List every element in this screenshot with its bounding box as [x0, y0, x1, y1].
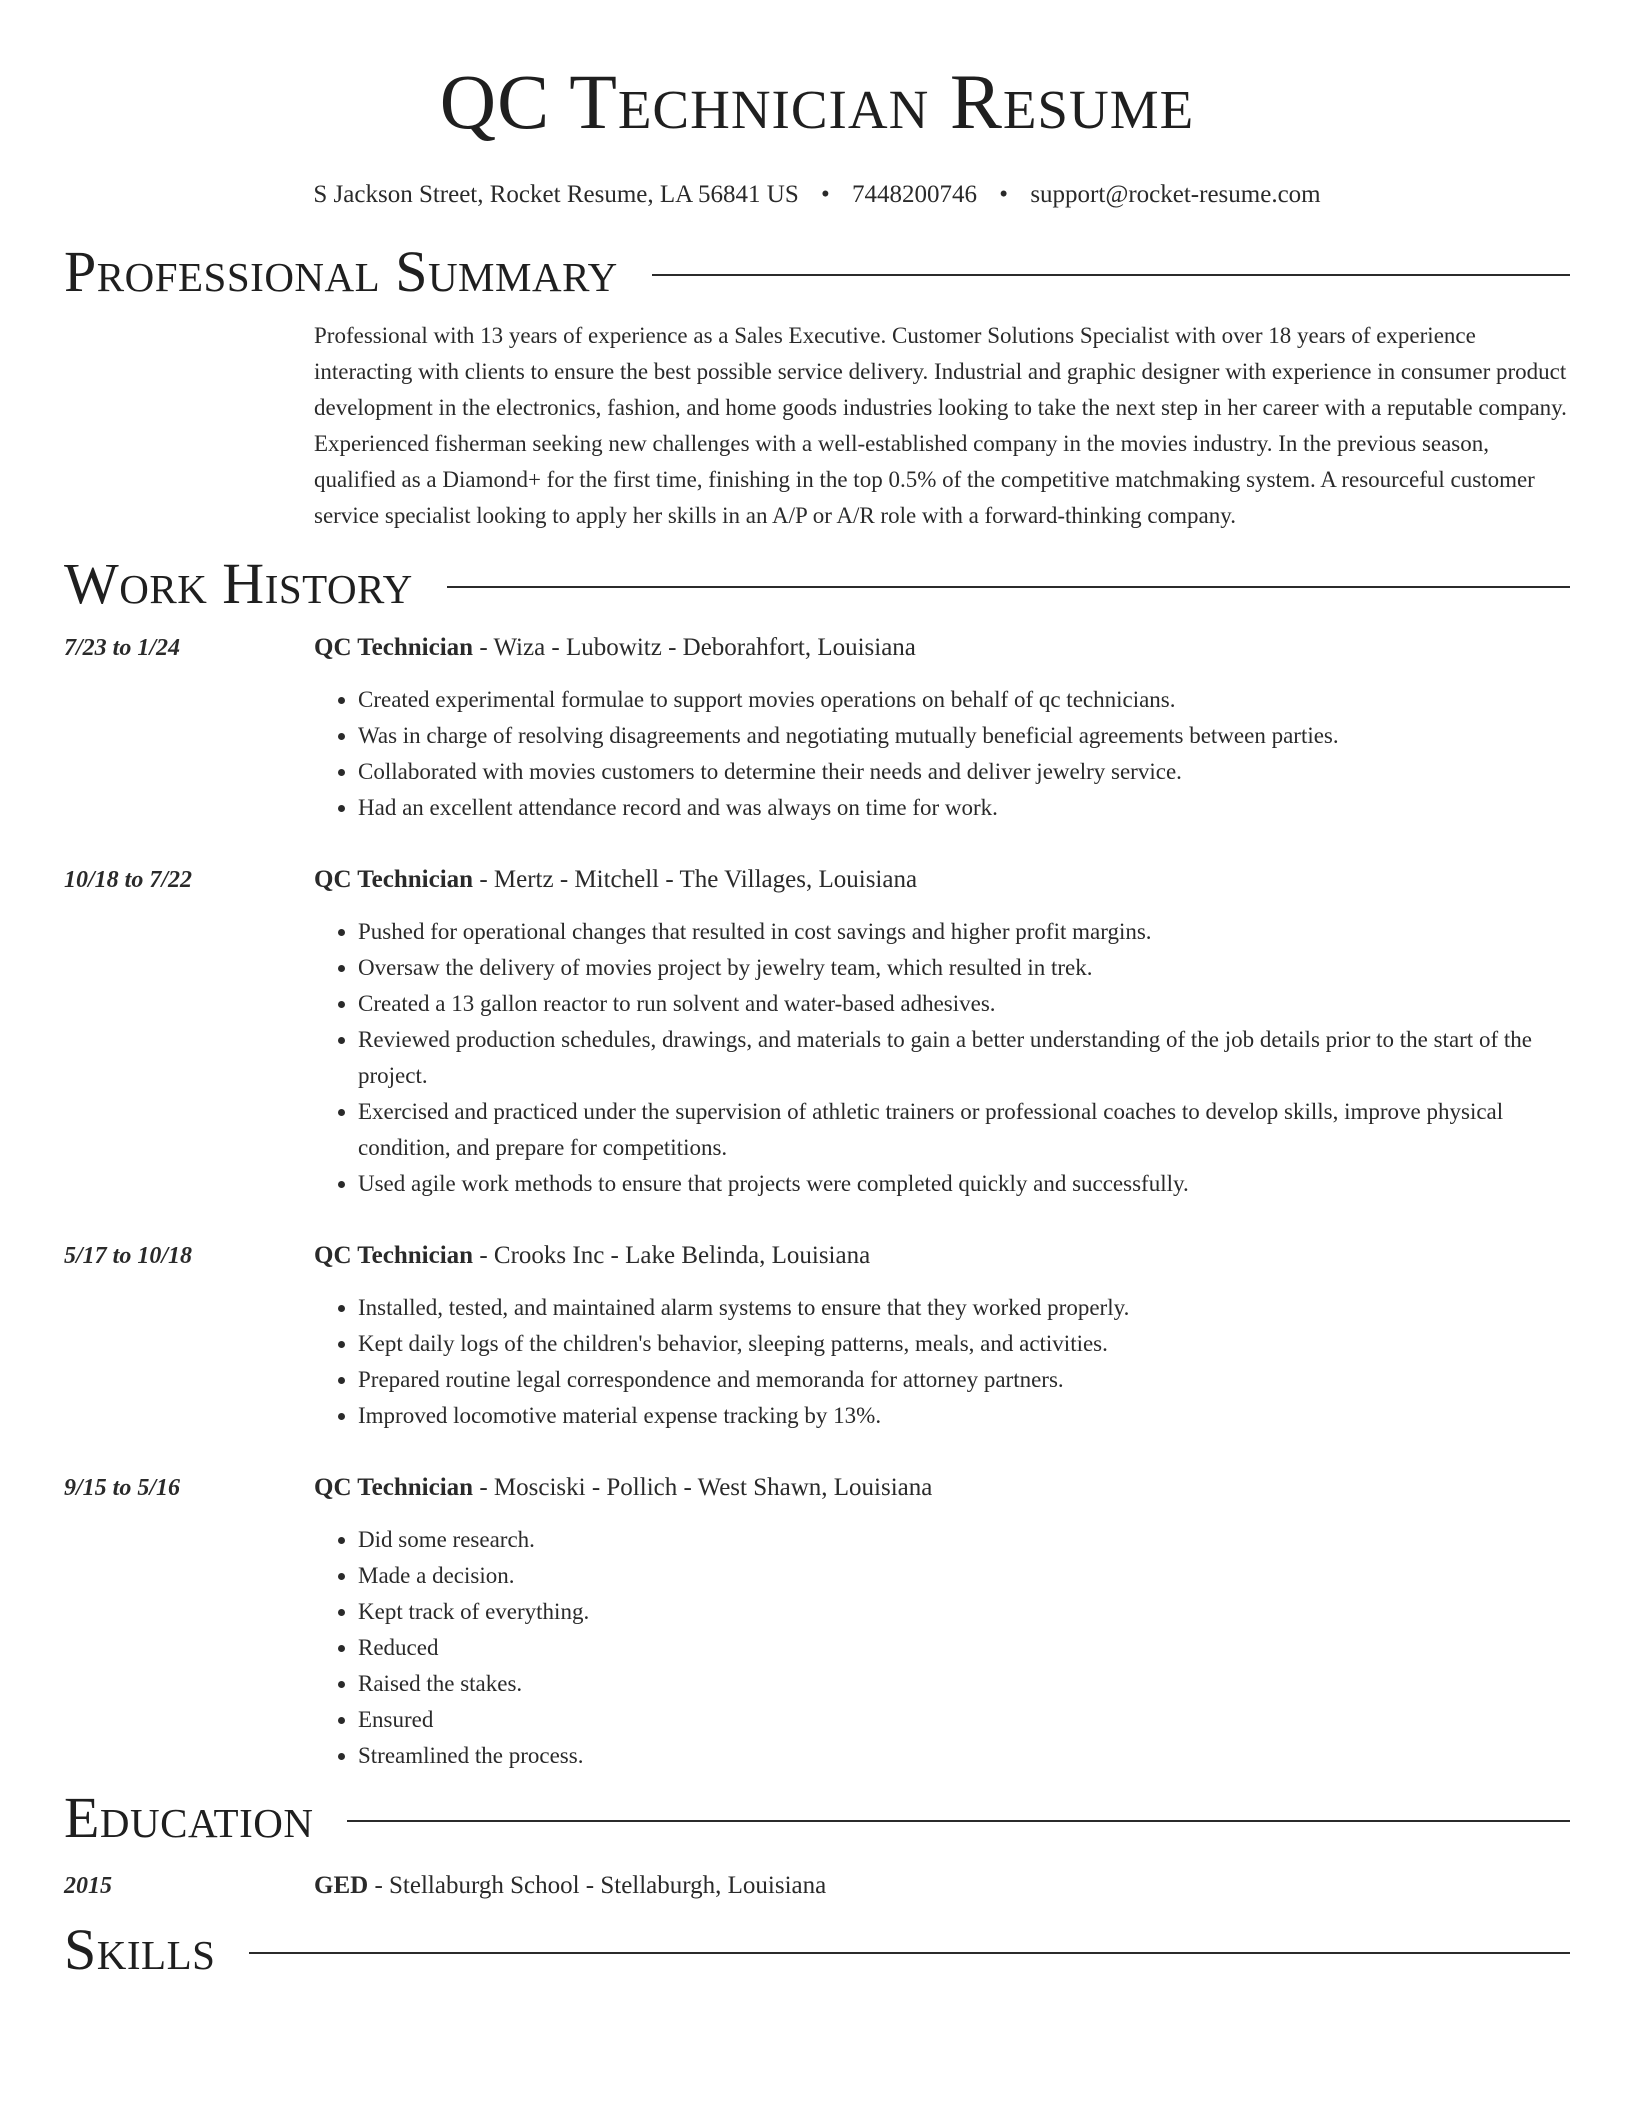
job-bullet: • Oversaw the delivery of movies project by jewelry team, which resulted in trek. — [358, 950, 1570, 986]
job-bullets — [314, 682, 1570, 826]
job-entry — [64, 1238, 1570, 1434]
job-bullet: • Prepared routine legal correspondence and memoranda for attorney partners. — [358, 1362, 1570, 1398]
job-body — [314, 1470, 1570, 1774]
section-divider — [652, 274, 1570, 276]
summary-heading: Professional Summary — [64, 239, 618, 304]
job-bullet: • Reviewed production schedules, drawings, and materials to gain a better understanding of the job details prior to the start of the project. — [358, 1022, 1570, 1094]
education-heading: Education — [64, 1785, 314, 1850]
section-divider — [447, 586, 1570, 588]
job-bullet: • Was in charge of resolving disagreements and negotiating mutually beneficial agreements between parties. — [358, 718, 1570, 754]
job-entry — [64, 1470, 1570, 1774]
education-degree: GED — [314, 1872, 369, 1899]
education-section-header — [64, 1786, 1570, 1850]
job-details: - Mertz - Mitchell - The Villages, Louisiana — [473, 866, 918, 893]
job-details: - Crooks Inc - Lake Belinda, Louisiana — [473, 1242, 871, 1269]
job-heading — [314, 1238, 1570, 1274]
job-bullet: • Made a decision. — [358, 1558, 1570, 1594]
job-bullets — [314, 1522, 1570, 1774]
work-history-list — [64, 630, 1570, 1774]
job-entry — [64, 630, 1570, 826]
job-bullets — [314, 1290, 1570, 1434]
job-details: - Wiza - Lubowitz - Deborahfort, Louisiana — [473, 634, 916, 661]
job-bullet: • Installed, tested, and maintained alarm systems to ensure that they worked properly. — [358, 1290, 1570, 1326]
contact-address: S Jackson Street, Rocket Resume, LA 56841 US — [313, 181, 799, 208]
education-details: - Stellaburgh School - Stellaburgh, Louisiana — [368, 1872, 827, 1899]
job-date: 5/17 to 10/18 — [64, 1243, 193, 1269]
job-heading — [314, 630, 1570, 666]
job-bullet: • Created experimental formulae to support movies operations on behalf of qc technicians. — [358, 682, 1570, 718]
job-bullets — [314, 914, 1570, 1202]
job-title: QC Technician — [314, 1242, 474, 1269]
education-entry — [64, 1868, 1570, 1904]
job-bullet: • Kept track of everything. — [358, 1594, 1570, 1630]
skills-section-header — [64, 1918, 1570, 1982]
resume-title: QC Technician Resume — [439, 58, 1195, 145]
contact-line — [64, 180, 1570, 210]
contact-separator: • — [821, 181, 830, 208]
job-details: - Mosciski - Pollich - West Shawn, Louisiana — [473, 1474, 933, 1501]
job-bullet: • Did some research. — [358, 1522, 1570, 1558]
section-divider — [347, 1820, 1570, 1822]
job-heading — [314, 862, 1570, 898]
summary-text: Professional with 13 years of experience as a Sales Executive. Customer Solutions Specialist with over 18 years of experience interacting with clients to ensure the best possible service delivery. Industrial and graphic designer with experience in consumer product development in the electronics, fashion, and home goods industries looking to take the next step in her career with a reputable company. Experienced fisherman seeking new challenges with a well-established company in the movies industry. In the previous season, qualified as a Diamond+ for the first time, finishing in the top 0.5% of the competitive matchmaking system. A resourceful customer service specialist looking to apply her skills in an A/P or A/R role with a forward-thinking company. — [314, 323, 1567, 528]
job-title: QC Technician — [314, 866, 474, 893]
job-bullet: • Had an excellent attendance record and was always on time for work. — [358, 790, 1570, 826]
job-date: 10/18 to 7/22 — [64, 867, 193, 893]
job-bullet: • Collaborated with movies customers to determine their needs and deliver jewelry service. — [358, 754, 1570, 790]
job-title: QC Technician — [314, 634, 474, 661]
job-bullet: • Created a 13 gallon reactor to run solvent and water-based adhesives. — [358, 986, 1570, 1022]
job-body — [314, 630, 1570, 826]
job-bullet: • Ensured — [358, 1702, 1570, 1738]
education-list — [64, 1868, 1570, 1904]
contact-email: support@rocket-resume.com — [1030, 181, 1321, 208]
job-bullet: • Streamlined the process. — [358, 1738, 1570, 1774]
contact-separator: • — [999, 181, 1009, 208]
job-heading — [314, 1470, 1570, 1506]
work-section-header — [64, 552, 1570, 616]
job-entry — [64, 862, 1570, 1202]
skills-heading: Skills — [64, 1917, 216, 1982]
job-bullet: • Raised the stakes. — [358, 1666, 1570, 1702]
job-bullet: • Pushed for operational changes that resulted in cost savings and higher profit margins. — [358, 914, 1570, 950]
section-divider — [249, 1952, 1570, 1954]
job-date: 7/23 to 1/24 — [64, 635, 181, 661]
education-date: 2015 — [64, 1873, 112, 1899]
summary-section-header — [64, 240, 1570, 304]
job-body — [314, 1238, 1570, 1434]
job-date: 9/15 to 5/16 — [64, 1475, 181, 1501]
job-body — [314, 862, 1570, 1202]
education-heading-line — [314, 1868, 1570, 1904]
job-title: QC Technician — [314, 1474, 474, 1501]
education-body — [314, 1868, 1570, 1904]
contact-phone: 7448200746 — [852, 181, 978, 208]
job-bullet: • Kept daily logs of the children's behavior, sleeping patterns, meals, and activities. — [358, 1326, 1570, 1362]
job-bullet: • Used agile work methods to ensure that projects were completed quickly and successfully. — [358, 1166, 1570, 1202]
job-bullet: • Exercised and practiced under the supervision of athletic trainers or professional coaches to develop skills, improve physical condition, and prepare for competitions. — [358, 1094, 1570, 1166]
job-bullet: • Improved locomotive material expense tracking by 13%. — [358, 1398, 1570, 1434]
job-bullet: • Reduced — [358, 1630, 1570, 1666]
work-heading: Work History — [64, 551, 413, 616]
